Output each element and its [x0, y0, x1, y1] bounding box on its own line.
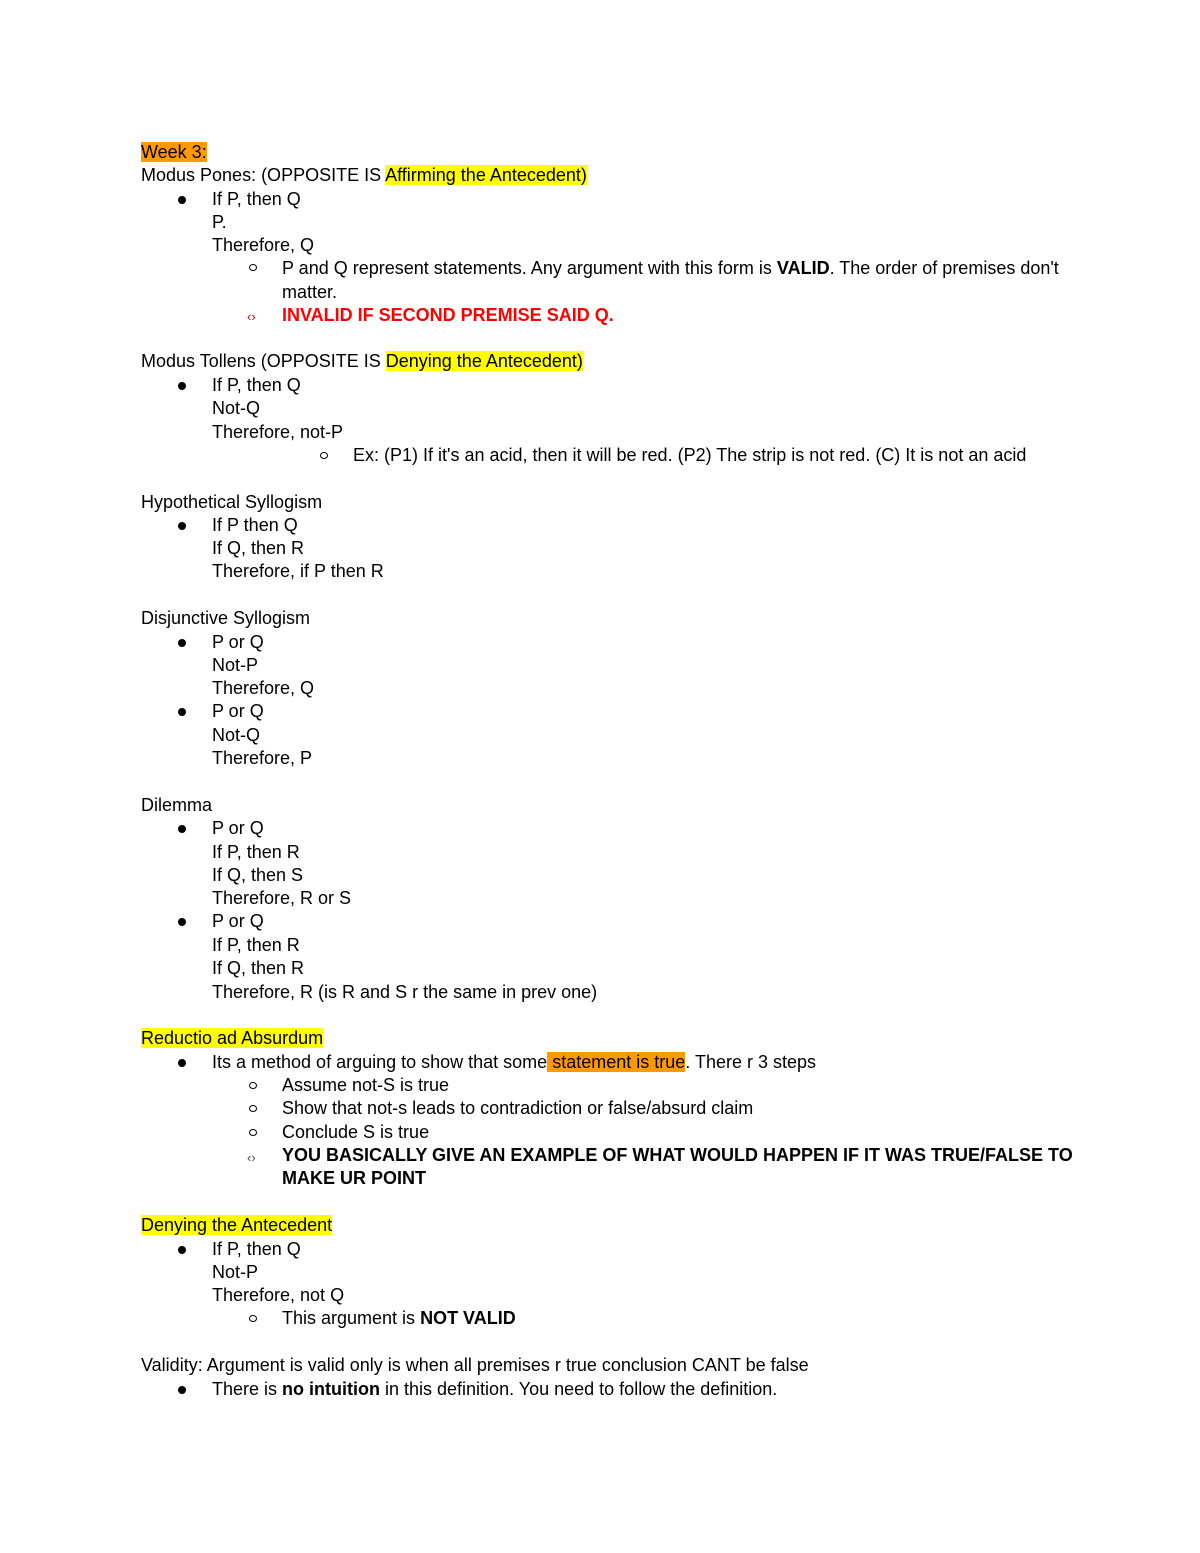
sub-bullet-icon	[249, 1315, 257, 1322]
disjunctive-a-line-2: Not-P	[212, 655, 259, 675]
bullet-icon	[178, 522, 186, 530]
sub-bullet-icon	[249, 264, 257, 271]
reductio-step-2: Show that not-s leads to contradiction or false/absurd claim	[282, 1098, 754, 1118]
modus-pones-note-2: INVALID IF SECOND PREMISE SAID Q.	[282, 305, 614, 325]
modus-pones-note-1: P and Q represent statements. Any argument with this form is VALID. The order of premises don't	[282, 258, 1059, 278]
denying-line-2: Not-P	[212, 1262, 259, 1282]
modus-tollens-example: Ex: (P1) If it's an acid, then it will be red. (P2) The strip is not red. (C) It is not an acid	[353, 445, 1027, 465]
modus-tollens-line-2: Not-Q	[212, 398, 261, 418]
sub-bullet-icon	[249, 1082, 257, 1089]
bullet-icon	[178, 382, 186, 390]
disjunctive-b-line-2: Not-Q	[212, 725, 261, 745]
sub-bullet-icon	[249, 1105, 257, 1112]
dilemma-b-line-2: If P, then R	[212, 935, 300, 955]
reductio-step-1: Assume not-S is true	[282, 1075, 450, 1095]
bullet-icon	[178, 639, 186, 647]
arrow-bullet-icon: ‹›	[247, 1150, 256, 1165]
validity-line-1: There is no intuition in this definition. You need to follow the definition.	[212, 1379, 778, 1399]
modus-tollens-heading: Modus Tollens (OPPOSITE IS Denying the Antecedent)	[141, 351, 583, 371]
reductio-note: YOU BASICALLY GIVE AN EXAMPLE OF WHAT WOULD HAPPEN IF IT WAS TRUE/FALSE TO	[282, 1145, 1073, 1165]
disjunctive-heading: Disjunctive Syllogism	[141, 608, 311, 628]
dilemma-a-line-4: Therefore, R or S	[212, 888, 352, 908]
bullet-icon	[178, 1059, 186, 1067]
denying-line-3: Therefore, not Q	[212, 1285, 345, 1305]
disjunctive-a-line-3: Therefore, Q	[212, 678, 315, 698]
reductio-line-1: Its a method of arguing to show that some statement is true. There r 3 steps	[212, 1052, 816, 1072]
hypothetical-line-3: Therefore, if P then R	[212, 561, 384, 581]
disjunctive-a-line-1: P or Q	[212, 632, 264, 652]
dilemma-a-line-2: If P, then R	[212, 842, 300, 862]
modus-tollens-line-1: If P, then Q	[212, 375, 301, 395]
hypothetical-line-2: If Q, then R	[212, 538, 305, 558]
denying-line-1: If P, then Q	[212, 1239, 301, 1259]
modus-pones-note-1-cont: matter.	[282, 282, 338, 302]
modus-pones-line-1: If P, then Q	[212, 189, 301, 209]
dilemma-a-line-1: P or Q	[212, 818, 264, 838]
bullet-icon	[178, 825, 186, 833]
bullet-icon	[178, 1386, 186, 1394]
arrow-bullet-icon: ‹›	[247, 309, 256, 324]
disjunctive-b-line-3: Therefore, P	[212, 748, 313, 768]
sub-bullet-icon	[249, 1129, 257, 1136]
bullet-icon	[178, 918, 186, 926]
dilemma-b-line-3: If Q, then R	[212, 958, 305, 978]
sub-bullet-icon	[320, 452, 328, 459]
bullet-icon	[178, 196, 186, 204]
validity-heading: Validity: Argument is valid only is when all premises r true conclusion CANT be false	[141, 1355, 809, 1375]
modus-tollens-line-3: Therefore, not-P	[212, 422, 344, 442]
dilemma-b-line-1: P or Q	[212, 911, 264, 931]
modus-pones-line-2: P.	[212, 212, 227, 232]
disjunctive-b-line-1: P or Q	[212, 701, 264, 721]
hypothetical-line-1: If P then Q	[212, 515, 298, 535]
modus-pones-line-3: Therefore, Q	[212, 235, 315, 255]
modus-pones-heading: Modus Pones: (OPPOSITE IS Affirming the Antecedent)	[141, 165, 587, 185]
hypothetical-heading: Hypothetical Syllogism	[141, 492, 323, 512]
dilemma-heading: Dilemma	[141, 795, 213, 815]
dilemma-a-line-3: If Q, then S	[212, 865, 304, 885]
bullet-icon	[178, 1246, 186, 1254]
dilemma-b-line-4: Therefore, R (is R and S r the same in prev one)	[212, 982, 598, 1002]
reductio-heading: Reductio ad Absurdum	[141, 1028, 324, 1048]
reductio-step-3: Conclude S is true	[282, 1122, 430, 1142]
denying-heading: Denying the Antecedent	[141, 1215, 333, 1235]
denying-note: This argument is NOT VALID	[282, 1308, 516, 1328]
bullet-icon	[178, 708, 186, 716]
week-heading: Week 3:	[141, 142, 207, 162]
reductio-note-cont: MAKE UR POINT	[282, 1168, 426, 1188]
